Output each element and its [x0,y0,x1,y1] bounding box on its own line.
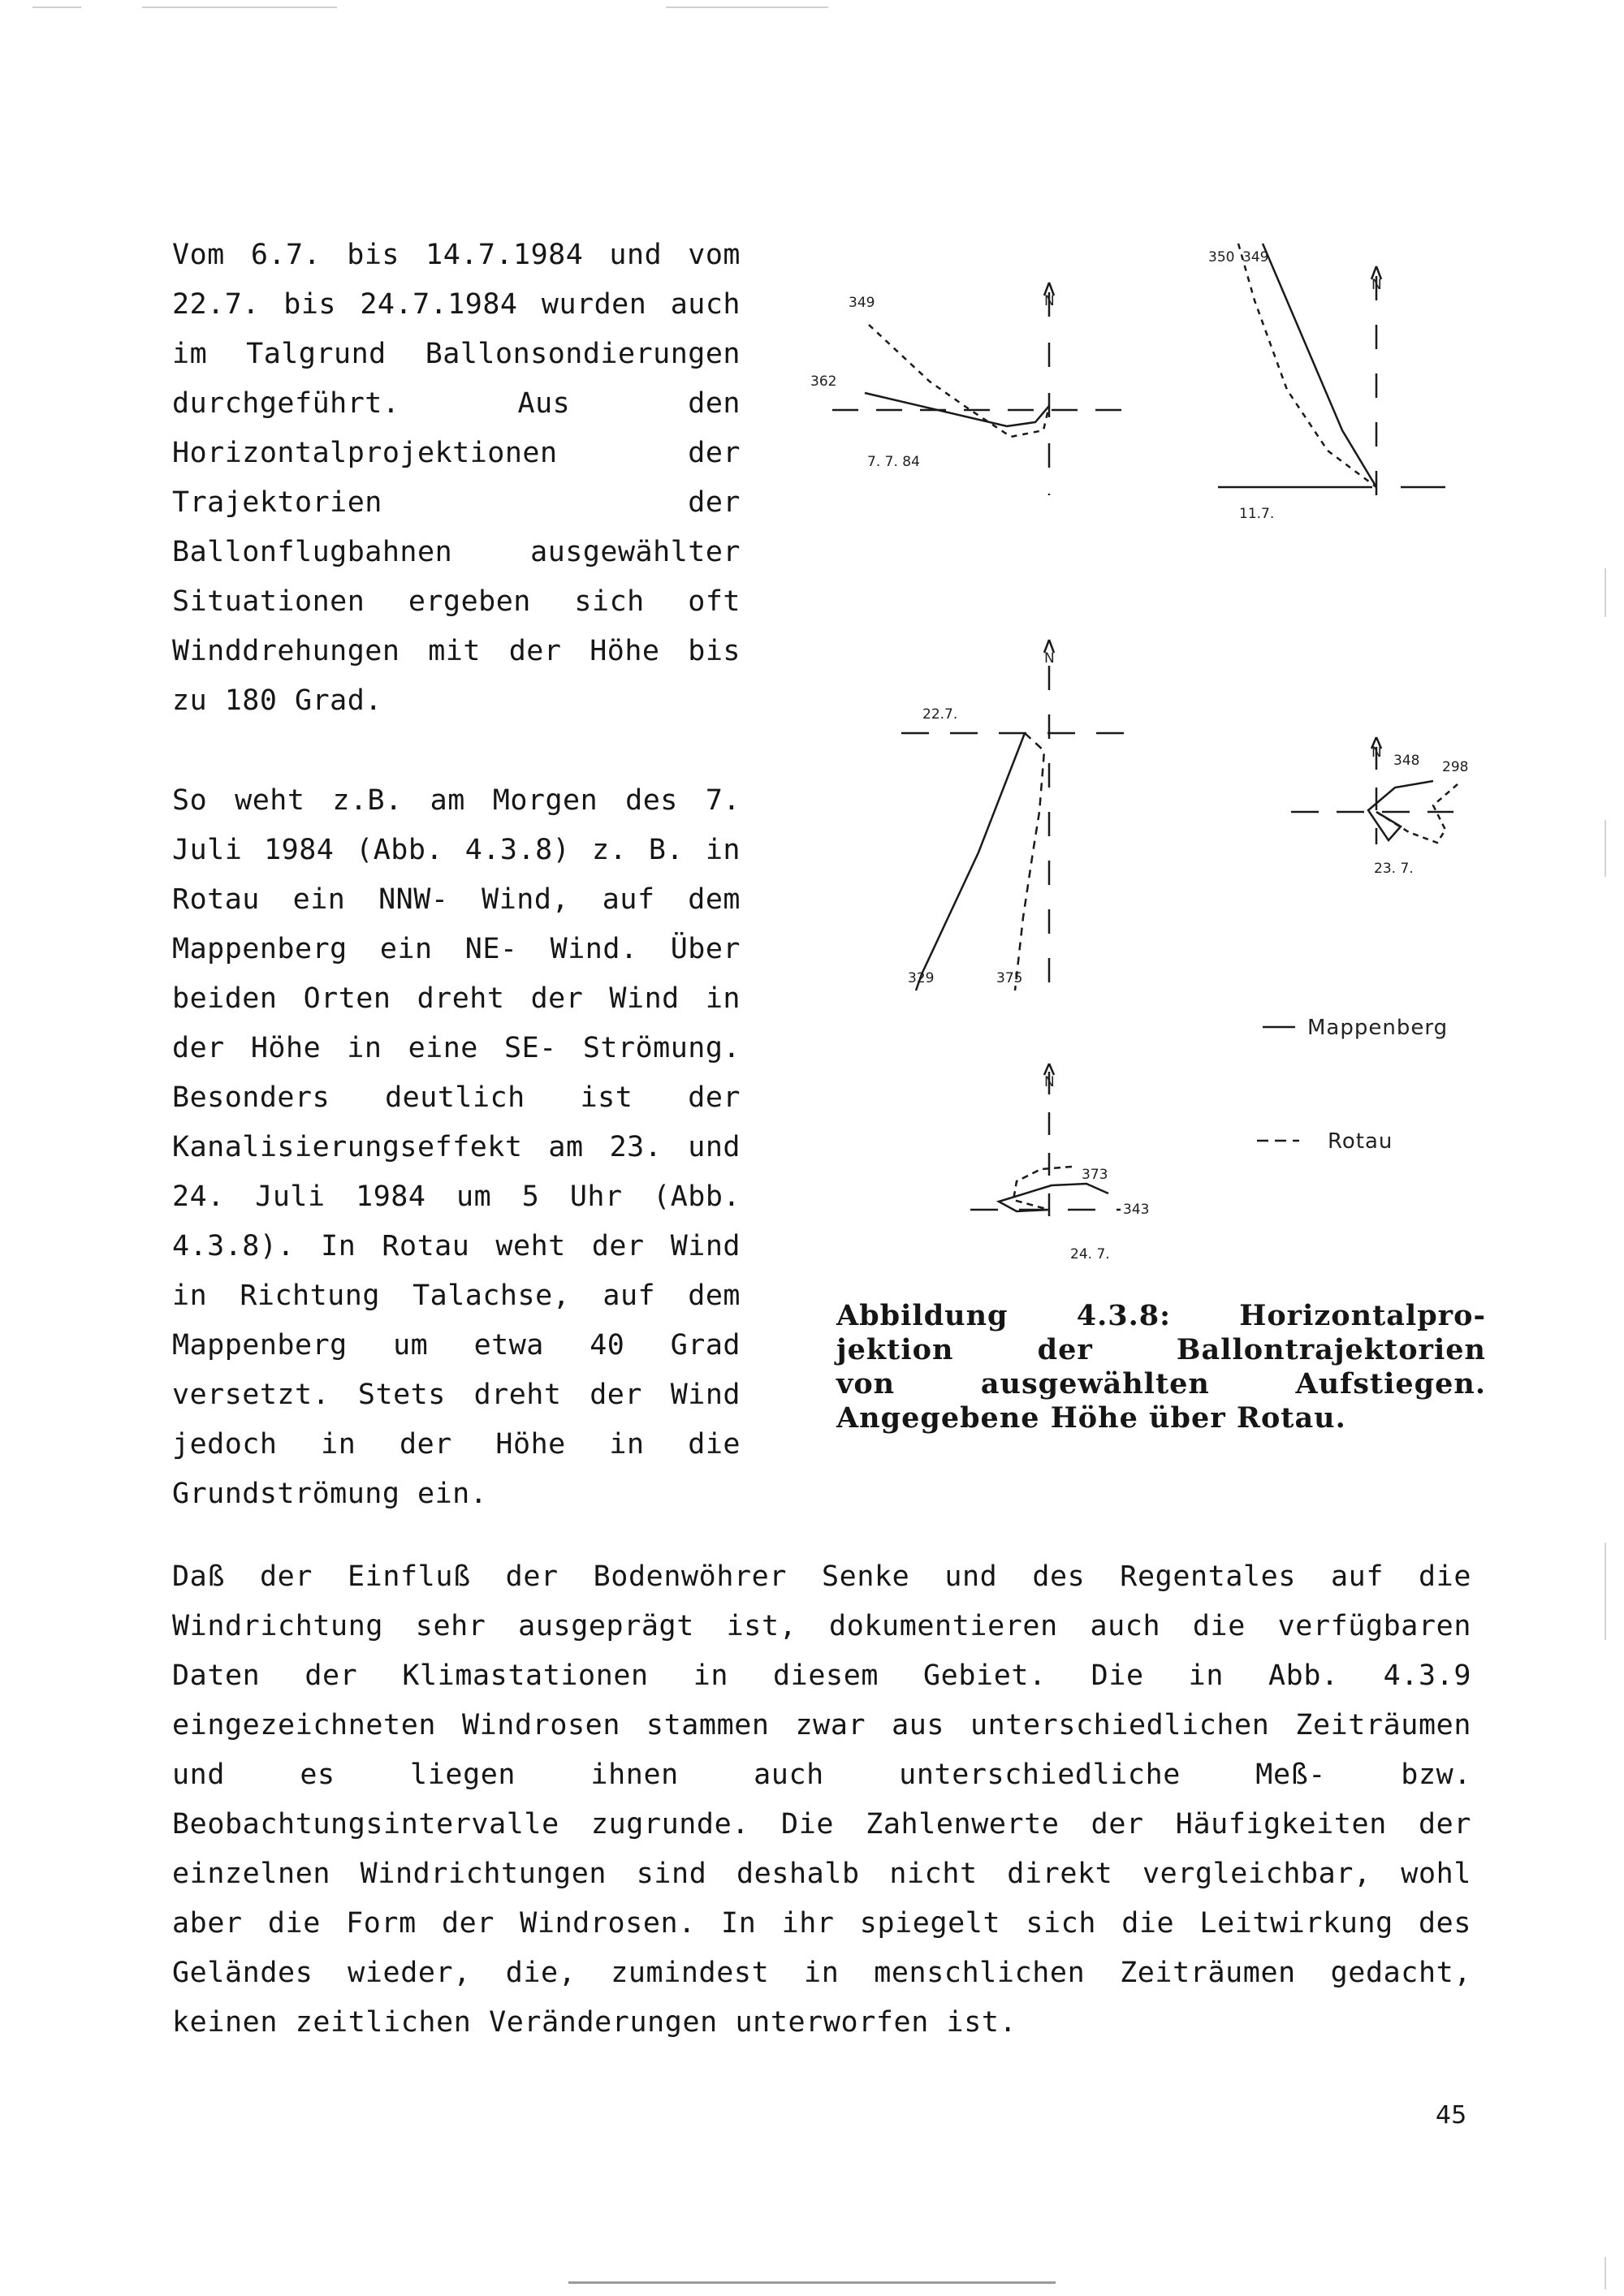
panel-22-7 [901,640,1125,990]
rotau-trajectory [1015,733,1044,990]
trajectory-diagrams [804,227,1486,1307]
date-label: 11.7. [1239,506,1275,522]
scan-artifact-edge [1605,2257,1606,2290]
scan-artifact-bottom [568,2281,1056,2284]
bottom-text-block [172,1552,1471,2048]
date-label: 22.7. [922,706,958,723]
rotau-trajectory [869,325,1049,437]
height-label: 298 [1442,759,1469,775]
date-label: 24. 7. [1070,1246,1110,1262]
north-label: N [1371,277,1382,293]
height-label: 373 [1082,1167,1108,1183]
height-label: 329 [908,970,935,986]
left-text-column [172,231,741,1519]
scan-artifact-edge [1605,1543,1606,1640]
date-label: 7. 7. 84 [867,454,920,470]
height-label: 349 [849,295,875,311]
rotau-trajectory [1238,244,1376,487]
date-label: 23. 7. [1374,861,1414,877]
caption-line: Abbildung 4.3.8: Horizontalpro- [836,1299,1486,1332]
scan-artifact-top [142,6,337,8]
height-label: 348 [1393,753,1420,769]
north-label: N [1044,1074,1055,1090]
example-paragraph: So weht z.B. am Morgen des 7. Juli 1984 (Abb. 4.3.8) z. B. in Rotau ein NNW- Wind, auf dem Mappenberg ein NE- Wind. Über beiden Orten dreht der Wind in der Höhe in eine SE- Strömung. Besonders deutlich ist der Kanalisierungseffekt am 23. und 24. Juli 1984 um 5 Uhr (Abb. 4.3.8). In Rotau weht der Wind in Richtung Talachse, auf dem Mappenberg um etwa 40 Grad versetzt. Stets dreht der Wind jedoch in der Höhe in die Grundströmung ein. [172,784,741,1510]
height-label: 362 [810,373,837,390]
scan-artifact-top [32,6,81,8]
mappenberg-trajectory [999,1184,1108,1211]
scan-artifact-edge [1605,820,1606,877]
north-label: N [1044,293,1055,309]
height-label: 349 [1242,249,1269,265]
mappenberg-trajectory [1263,244,1376,487]
intro-paragraph: Vom 6.7. bis 14.7.1984 und vom 22.7. bis 24.7.1984 wurden auch im Talgrund Ballonsondierungen durchgeführt. Aus den Horizontalprojektionen der Trajektorien der Ballonflugbahnen ausgewählter Situationen ergeben sich oft Winddrehungen mit der Höhe bis zu 180 Grad. [172,239,741,717]
scan-artifact-top [666,6,828,8]
north-label: N [1044,650,1055,667]
caption-line: Angegebene Höhe über Rotau. [836,1401,1346,1435]
legend-label-mappenberg: Mappenberg [1307,1016,1449,1040]
height-label: 350 [1208,249,1235,265]
scan-artifact-edge [1605,568,1606,617]
height-label: 375 [996,970,1023,986]
wind-direction-paragraph: Daß der Einfluß der Bodenwöhrer Senke und des Regentales auf die Windrichtung sehr ausgeprägt ist, dokumentieren auch die verfügbaren Daten der Klimastationen in diesem Gebiet. Die in Abb. 4.3.9 eingezeichneten Windrosen stammen zwar aus unterschiedlichen Zeiträumen und es liegen ihnen auch unterschiedliche Meß- bzw. Beobachtungsintervalle zugrunde. Die Zahlenwerte der Häufigkeiten der einzelnen Windrichtungen sind deshalb nicht direkt vergleichbar, wohl aber die Form der Windrosen. In ihr spiegelt sich die Leitwirkung des Geländes wieder, die, zumindest in menschlichen Zeiträumen gedacht, keinen zeitlichen Veränderungen unterworfen ist. [172,1560,1471,2039]
mappenberg-trajectory [916,733,1025,990]
legend-label-rotau: Rotau [1328,1129,1393,1154]
caption-line: jektion der Ballontrajektorien [836,1333,1486,1366]
height-label: 343 [1123,1202,1150,1218]
mappenberg-trajectory [1368,781,1433,840]
north-label: N [1371,744,1382,761]
caption-line: von ausgewählten Aufstiegen. [836,1367,1486,1400]
page-number: 45 [1436,2101,1467,2130]
panel-11-7 [1218,244,1445,520]
figure-caption [836,1299,1486,1435]
trajectory-figure [804,227,1486,1307]
